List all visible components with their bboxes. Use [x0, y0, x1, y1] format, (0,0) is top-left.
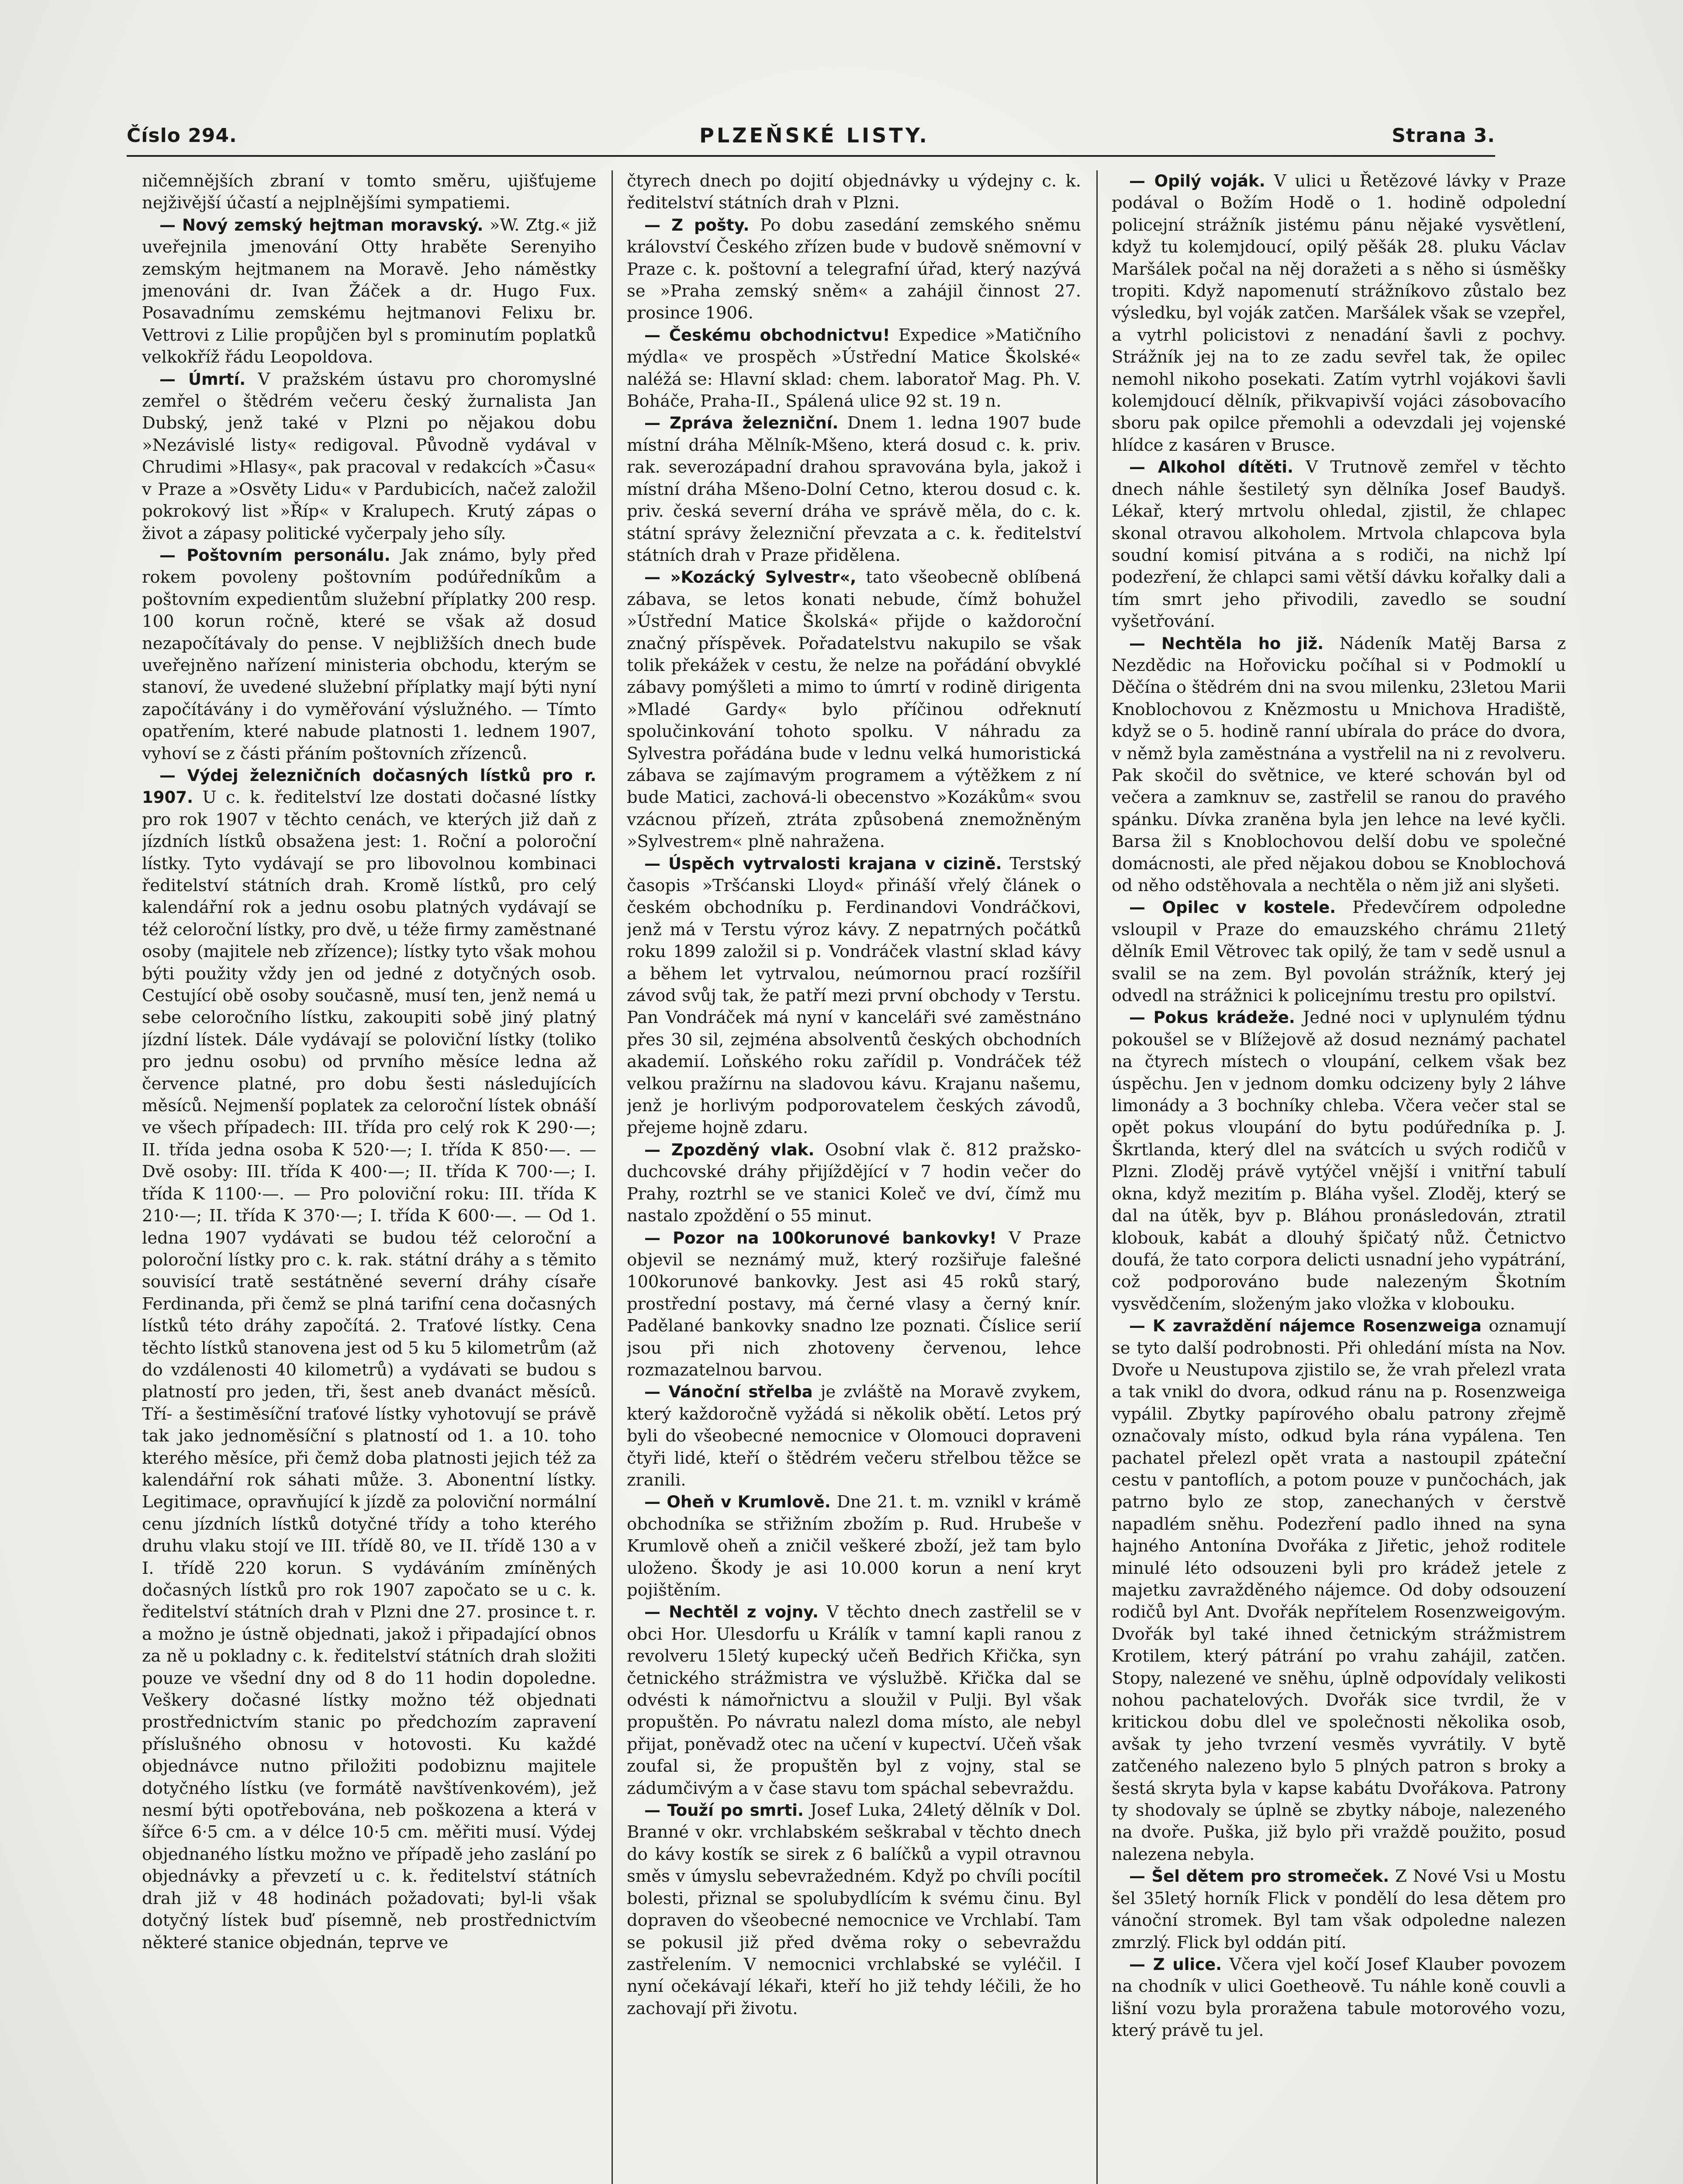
article-heading: — Z ulice. — [1129, 1955, 1222, 1974]
article-heading: — Výdej železničních dočasných lístků pro r. 1907. — [142, 766, 596, 807]
article-paragraph — [627, 1491, 1081, 1601]
article-text: Osobní vlak č. 812 pražsko-duchcovské dráhy přijíždějící v 7 hodin večer do Prahy, roztrhl se ve stanici Koleč ve dví, čímž mu nastalo zpoždění o 55 minut. — [627, 1140, 1081, 1226]
article-paragraph — [627, 325, 1081, 413]
article-paragraph — [627, 170, 1081, 214]
article-text: Dne 21. t. m. vznikl v krámě obchodníka se střižním zbožím p. Rud. Hrubeše v Krumlově oheň a zničil veškeré zboží, jež tam bylo uloženo. Škody je asi 10.000 korun a není kryt pojištěním. — [627, 1492, 1081, 1600]
article-heading: — Oheň v Krumlově. — [644, 1493, 831, 1512]
article-text: Jedné noci v uplynulém týdnu pokoušel se v Blížejově až dosud neznámý pachatel na čtyrech místech o vloupání, celkem však bez úspěchu. Jen v jednom domku odcizeny byly 2 láhve limonády a 3 bochníky chleba. Včera večer stal se opět pokus vloupání do bytu podúředníka p. J. Škrtlanda, který dlel na svátcích u svých rodičů v Plzni. Zloděj právě vytýčel vnější i vnitřní tabulí okna, když mezitím p. Bláha vyšel. Zloděj, který se dal na útěk, byv p. Bláhou pronásledován, ztratil klobouk, kabát a dlouhý špičatý nůž. Četnictvo doufá, že tato corpora delicti usnadní jeho vypátrání, což podporováno bude nalezeným Škotním vysvědčením, složeným jako vložka v klobouku. — [1112, 1008, 1566, 1314]
article-paragraph — [1112, 170, 1566, 456]
article-paragraph — [142, 170, 596, 214]
article-text: »W. Ztg.« již uveřejnila jmenování Otty hraběte Serenyiho zemským hejtmanem na Moravě. Jeho náměstky jmenováni dr. Ivan Žáček a dr. Hugo Fux. Posavadnímu zemskému hejtmanovi Felixu br. Vettrovi z Lilie propůjčen byl s prominutím poplatků velkokříž řádu Leopoldova. — [142, 215, 596, 367]
article-paragraph — [627, 567, 1081, 853]
article-paragraph — [1112, 897, 1566, 1007]
article-heading: — »Kozácký Sylvestr«, — [644, 568, 857, 587]
article-heading: — Vánoční střelba — [644, 1382, 813, 1402]
article-text: ničemnějších zbraní v tomto směru, ujišťujeme nejživější účastí a nejplnějšími sympatiemi. — [142, 171, 596, 213]
column-3 — [1112, 170, 1566, 2184]
article-text: V ulici u Řetězové lávky v Praze podával o Božím Hodě o 1. hodině odpolední policejní strážník jistému pánu nějaké vysvětlení, když tu kolemjdoucí, opilý pěšák 28. pluku Václav Maršálek počal na něj doražeti a s něho si úsměšky tropiti. Když napomenutí strážníkovo zůstalo bez výsledku, byl voják zatčen. Maršálek však se vzepřel, a vytrhl policistovi z nenadání šavli z pochvy. Strážník jej na to ze zadu sevřel tak, že opilec nemohl nikoho posekati. Zatím vytrhl vojákovi šavli kolemjdoucí dělník, přikvapivší vojáci zásobovacího sboru pak opilce přemohli a odevzdali jej vojenské hlídce z kasáren v Brusce. — [1112, 171, 1566, 455]
article-text: čtyrech dnech po dojití objednávky u výdejny c. k. ředitelství státních drah v Plzni. — [627, 171, 1081, 213]
article-heading: — Zpráva železniční. — [644, 414, 839, 433]
article-heading: — Šel dětem pro stromeček. — [1129, 1867, 1389, 1886]
article-text: V pražském ústavu pro choromyslné zemřel o štědrém večeru český žurnalista Jan Dubský, jenž také v Plzni po nějakou dobu »Nezávislé listy« redigoval. Původně vydával v Chrudimi »Hlasy«, pak pracoval v redakcích »Času« v Praze a »Osvěty Lidu« v Pardubicích, načež založil pokrokový list »Říp« v Kralupech. Krutý zápas o život a zápasy politické vyčerpaly jeho síly. — [142, 369, 596, 543]
article-text: Jak známo, byly před rokem povoleny poštovním podúředníkům a poštovním expedientům služební příplatky 200 resp. 100 korun ročně, které se však až dosud nezapočítávaly do pense. V nejbližších dnech bude uveřejněno nařízení ministeria obchodu, kterým se stanoví, že uvedené služební příplatky mají býti nyní započítávány i do vyměřování výslužného. — Tímto opatřením, které nabude platnosti 1. lednem 1907, vyhoví se z části přáním poštovních zřízenců. — [142, 545, 596, 764]
article-paragraph — [1112, 456, 1566, 632]
article-heading: — Úspěch vytrvalosti krajana v cizině. — [644, 854, 1002, 873]
header-rule — [127, 155, 1495, 157]
article-heading: — K zavraždění nájemce Rosenzweiga — [1129, 1317, 1482, 1336]
page-header — [127, 118, 1495, 153]
article-text: Expedice »Matičního mýdla« ve prospěch »Ústřední Matice Školské« naléžá se: Hlavní sklad: chem. laboratoř Mag. Ph. V. Boháče, Praha-II., Spálená ulice 92 st. 19 n. — [627, 325, 1081, 411]
article-heading: — Touží po smrti. — [644, 1801, 804, 1820]
article-paragraph — [627, 1800, 1081, 2020]
article-heading: — Úmrtí. — [159, 370, 246, 389]
article-text: Včera vjel kočí Josef Klauber povozem na chodník v ulici Goetheově. Tu náhle koně couvli a lišní vozu byla proražena tabule motorového vozu, který právě tu jel. — [1112, 1954, 1566, 2041]
masthead-title: PLZEŇSKÉ LISTY. — [699, 124, 930, 147]
article-heading: — Poštovním personálu. — [159, 546, 391, 565]
article-text: V těchto dnech zastřelil se v obci Hor. Ulesdorfu u Králík v tamní kapli ranou z revolveru 15letý kupecký učeň Bedřich Křička, syn četnického strážmistra ve výslužbě. Křička dal se odvésti k námořnictvu a sloužil v Pulji. Byl však propuštěn. Po návratu nalezl doma místo, ale nebyl přijat, poněvadž otec na učení v kupectví. Učeň však zoufal si, že propuštěn byl z vojny, stal se zádumčivým a v čase stavu tom spáchal sebevraždu. — [627, 1602, 1081, 1798]
article-heading: — Pokus krádeže. — [1129, 1008, 1295, 1027]
article-heading: — Českému obchodnictvu! — [644, 325, 890, 345]
article-text: Po dobu zasedání zemského sněmu království Českého zřízen bude v budově sněmovní v Praze c. k. poštovní a telegrafní úřad, který nazývá se »Praha zemský sněm« a zahájil činnost 27. prosince 1906. — [627, 215, 1081, 323]
column-2 — [627, 170, 1081, 2184]
article-text: Josef Luka, 24letý dělník v Dol. Branné v okr. vrchlabském seškrabal v těchto dnech do kávy kostík se sirek z 6 balíčků a vypil otravnou směs v úmyslu sebevražedném. Když po chvíli pocítil bolesti, přiznal se spolubydlícím k svému činu. Byl dopraven do všeobecné nemocnice ve Vrchlabí. Tam se pokusil již před dvěma roky o sebevraždu zastřelením. V nemocnici vrchlabské se vyléčil. I nyní očekávají lékaři, kteří ho již tehdy léčili, že ho zachovají při životu. — [627, 1800, 1081, 2018]
article-heading: — Opilý voják. — [1129, 172, 1265, 190]
article-text: V Praze objevil se neznámý muž, který rozšiřuje falešné 100korunové bankovky. Jest asi 45 roků starý, prostřední postavy, má černé vlasy a černý knír. Padělané bankovky snadno lze poznati. Číslice serií jsou při nich zhotoveny červenou, lehce rozmazatelnou barvou. — [627, 1228, 1081, 1380]
article-paragraph — [1112, 1315, 1566, 1866]
article-paragraph — [627, 853, 1081, 1139]
article-paragraph — [142, 214, 596, 369]
column-divider — [1096, 170, 1098, 2184]
article-paragraph — [627, 1227, 1081, 1382]
article-text: Předevčírem odpoledne vsloupil v Praze do emauzského chrámu 21letý dělník Emil Větrovec tak opilý, že tam v sedě usnul a svalil se na zem. Byl povolán strážník, který jej odvedl na strážnici k policejnímu trestu pro opilství. — [1112, 898, 1566, 1006]
column-divider — [612, 170, 613, 2184]
article-paragraph — [1112, 1866, 1566, 1954]
article-paragraph — [627, 214, 1081, 325]
article-paragraph — [142, 369, 596, 545]
article-heading: — Nechtěla ho již. — [1129, 634, 1324, 653]
article-paragraph — [627, 1381, 1081, 1491]
article-paragraph — [627, 1139, 1081, 1227]
article-heading: — Opilec v kostele. — [1129, 898, 1336, 917]
article-text: je zvláště na Moravě zvykem, který každoročně vyžádá si několik obětí. Letos prý byli do všeobecné nemocnice v Olomouci dopraveni čtyři lidé, kteří o štědrém večeru střelbou těžce se zranili. — [627, 1382, 1081, 1490]
article-heading: — Alkohol dítěti. — [1129, 458, 1293, 477]
article-heading: — Nechtěl z vojny. — [644, 1603, 819, 1622]
article-paragraph — [142, 545, 596, 765]
article-text: Nádeník Matěj Barsa z Nezdědic na Hořovicku počíhal si v Podmoklí u Děčína o štědrém dni na svou milenku, 23letou Marii Knoblochovou z Knězmostu u Mnichova Hradiště, když se o 5. hodině ranní ubírala do práce do dvora, v němž byla zaměstnána a vystřelil na ni z revolveru. Pak skočil do světnice, ve které schován byl od večera a zamknuv se, zastřelil se ranou do pravého spánku. Dívka zraněna byla jen lehce na levé kyčli. Barsa žil s Knoblochovou delší dobu ve společné domácnosti, ale před nějakou dobou se Knoblochová od něho odstěhovala a nechtěla o něm již ani slyšeti. — [1112, 633, 1566, 895]
article-text: oznamují se tyto další podrobnosti. Při ohledání místa na Nov. Dvoře u Neustupova zjistilo se, že vrah přelezl vrata a tak vnikl do dvora, odkud ránu na p. Rosenzweiga vypálil. Zbytky papírového obalu patrony zřejmě označovaly místo, odkud byla rána vypálena. Ten pachatel přelezl opět vrata a nastoupil zpáteční cestu v pantoflích, a potom pouze v punčochách, jak patrno bylo ze stop, zanechaných v čerstvě napadlém sněhu. Podezření padlo ihned na syna hajného Antonína Dvořáka z Jiřetic, jehož roditele minulé léto odsouzeni byli pro krádež jetele z majetku zavražděného nájemce. Od doby odsouzení rodičů byl Ant. Dvořák nepřítelem Rosenzweigovým. Dvořák byl také ihned četnickým strážmistrem Krotilem, který pátrání po vrahu zahájil, zatčen. Stopy, nalezené ve sněhu, úplně odpovídaly velikosti nohou pachatelových. Dvořák sice tvrdil, že v kritickou dobu dlel ve společnosti několika osob, avšak ty jeho tvrzení vesměs vyvrátily. V bytě zatčeného nalezeno bylo 5 plných patron s broky a šestá skryta byla v kapse kabátu Dvořákova. Patrony ty shodovaly se úplně se zbytky náboje, nalezeného na dvoře. Puška, již bylo při vraždě použito, posud nalezena nebyla. — [1112, 1316, 1566, 1864]
article-text: V Trutnově zemřel v těchto dnech náhle šestiletý syn dělníka Josef Baudyš. Lékař, který mrtvolu ohledal, zjistil, že chlapec skonal otravou alkoholem. Mrtvola chlapcova byla soudní komisí pitvána a s rodiči, na nichž lpí podezření, že chlapci sami větší dávku kořalky dali a tím smrt jeho přivodili, zavedlo se soudní vyšetřování. — [1112, 457, 1566, 632]
article-paragraph — [627, 1601, 1081, 1800]
column-1 — [142, 170, 596, 2184]
article-heading: — Zpozděný vlak. — [644, 1140, 815, 1159]
article-paragraph — [1112, 633, 1566, 897]
article-text: Z Nové Vsi u Mostu šel 35letý horník Flick v pondělí do lesa dětem pro vánoční stromek. Byl tam však odpoledne nalezen zmrzlý. Flick byl oddán pití. — [1112, 1866, 1566, 1952]
article-heading: — Z pošty. — [644, 215, 750, 235]
article-text: Terstský časopis »Tršćanski Lloyd« přináší vřelý článek o českém obchodníku p. Ferdinandovi Vondráčkovi, jenž má v Terstu výroz kávy. Z nepatrných počátků roku 1899 založil si p. Vondráček vlastní sklad kávy a během let vytrvalou, neúmornou prací rozšířil závod svůj tak, že patří mezi první obchody v Terstu. Pan Vondráček má nyní v kanceláři své zaměstnáno přes 30 sil, zejména absolventů českých obchodních akademií. Loňského roku zařídil p. Vondráček též velkou pražírnu na sladovou kávu. Krajanu našemu, jenž je horlivým podporovatelem českých závodů, přejeme hojně zdaru. — [627, 854, 1081, 1138]
article-heading: — Nový zemský hejtman moravský. — [159, 215, 484, 235]
issue-number: Číslo 294. — [127, 124, 237, 147]
article-heading: — Pozor na 100korunové bankovky! — [644, 1228, 997, 1248]
page-number: Strana 3. — [1392, 124, 1495, 147]
article-paragraph — [142, 765, 596, 1954]
article-paragraph — [1112, 1954, 1566, 2042]
article-text: tato všeobecně oblíbená zábava, se letos konati nebude, čímž bohužel »Ústřední Matice Školská« přijde o každoroční značný příspěvek. Pořadatelstvu nakupilo se však tolik překážek v cestu, že nelze na pořádání obvyklé zábavy pomýšleti a mimo to úmrtí v rodině dirigenta »Mladé Gardy« bylo příčinou odřeknutí spolučinkování tohoto spolku. V náhradu za Sylvestra pořádána bude v lednu velká humoristická zábava se zajímavým programem a výtěžkem z ní bude Matici, zachová-li obecenstvo »Kozákům« svou vzácnou přízeň, ztráta způsobená znemožněným »Sylvestrem« plně nahražena. — [627, 567, 1081, 852]
article-paragraph — [1112, 1007, 1566, 1315]
article-text: Dnem 1. ledna 1907 bude místní dráha Mělník-Mšeno, která dosud c. k. priv. rak. severozápadní drahou spravována byla, jakož i místní dráha Mšeno-Dolní Cetno, kterou dosud c. k. priv. česká severní dráha ve správě měla, do c. k. státní správy železniční převzata a c. k. ředitelství státních drah v Praze přidělena. — [627, 413, 1081, 565]
article-text: U c. k. ředitelství lze dostati dočasné lístky pro rok 1907 v těchto cenách, ve kterých již daň z jízdních lístků obsažena jest: 1. Roční a poloroční lístky. Tyto vydávají se pro libovolnou kombinaci ředitelství státních drah. Kromě lístků, pro celý kalendářní rok a jednu osobu platných vydávají se též celoroční lístky, pro dvě, u téže firmy zaměstnané osoby (majitele neb zřízence); lístky tyto však mohou býti použity vždy jen od jedné z dotyčných osob. Cestující obě osoby současně, musí ten, jenž nemá u sebe celoročního lístku, zakoupiti sobě jiný platný jízdní lístek. Dále vydávají se poloviční lístky (toliko pro jednu osobu) od prvního měsíce ledna až července platné, pro dobu šesti následujících měsíců. Nejmenší poplatek za celoroční lístek obnáší ve všech případech: III. třída pro celý rok K 290·—; II. třída jedna osoba K 520·—; I. třída K 850·—. — Dvě osoby: III. třída K 400·—; II. třída K 700·—; I. třída K 1100·—. — Pro poloviční roku: III. třída K 210·—; II. třída K 370·—; I. třída K 600·—. — Od 1. ledna 1907 vydávati se budou též celoroční a poloroční lístky pro c. k. rak. státní dráhy a s těmito souvisící tratě sestátněné severní dráhy císaře Ferdinanda, při čemž se plná tarifní cena dočasných lístků této dráhy započítá. 2. Traťové lístky. Cena těchto lístků stanovena jest od 5 ku 5 kilometrům (až do vzdálenosti 40 kilometrů) a vydávati se budou s platností pro jeden, tři, šest aneb dvanáct měsíců. Tří- a šestiměsíční traťové lístky vyhotovují se právě tak jako jednoměsíční s platností od 1. a 10. toho kterého měsíce, při čemž doba platnosti jejich též za kalendářní rok sáhati může. 3. Abonentní lístky. Legitimace, opravňující k jízdě za poloviční normální cenu jízdních lístků dotyčné třídy a toho kterého druhu vlaku stojí ve III. třídě 80, ve II. třídě 130 a v I. třídě 220 korun. S vydáváním zmíněných dočasných lístků pro rok 1907 započato se u c. k. ředitelství státních drah v Plzni dne 27. prosince t. r. a možno je ústně objednati, jakož i připadající obnos za ně u pokladny c. k. ředitelství státních drah složiti pouze ve všední dny od 8 do 11 hodin dopoledne. Veškery dočasné lístky možno též objednati prostřednictvím stanic po předchozím zapravení příslušného obnosu v hotovosti. Ku každé objednávce nutno přiložiti podobiznu majitele dotyčného lístku (ve formátě navštívenkovém), jež nesmí býti opotřebována, neb poškozena a která v šířce 6·5 cm. a v délce 10·5 cm. měřiti musí. Výdej objednaného lístku možno ve případě jeho zaslání po objednávky a převzetí u c. k. ředitelství státních drah již v 48 hodinách požadovati; byl-li však dotyčný lístek buď písemně, neb prostřednictvím některé stanice objednán, teprve ve — [142, 788, 596, 1952]
article-paragraph — [627, 412, 1081, 567]
